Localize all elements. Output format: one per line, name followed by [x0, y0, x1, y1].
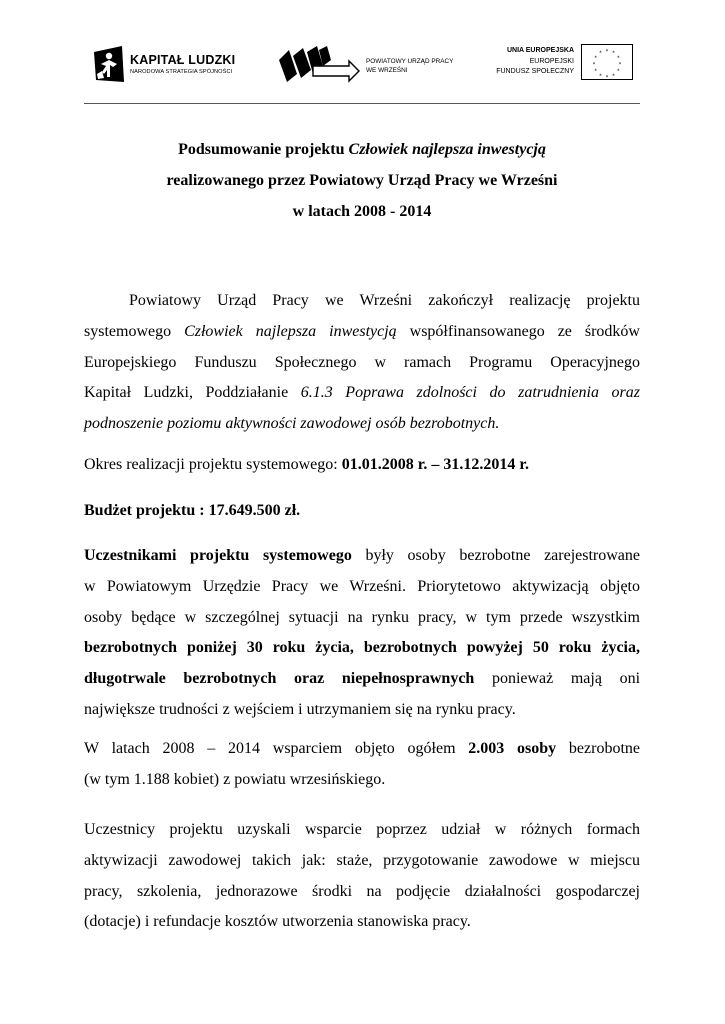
- svg-text:*: *: [617, 68, 620, 75]
- support-count: 2.003 osoby: [468, 740, 557, 757]
- title-project-name: Człowiek najlepsza inwestycją: [348, 141, 546, 158]
- support-line1: [84, 734, 640, 765]
- support-line1-c: bezrobotne: [556, 740, 640, 757]
- budget-text: Budżet projektu : 17.649.500 zł.: [84, 502, 301, 519]
- intro-line5: [84, 409, 640, 440]
- svg-text:*: *: [605, 49, 609, 55]
- svg-text:*: *: [612, 50, 615, 57]
- header-divider: [84, 103, 640, 104]
- participants-line5: [84, 664, 640, 695]
- participants-line6: największe trudności z wejściem i utrzymaniem się na rynku pracy.: [84, 700, 516, 718]
- paragraph-forms: [84, 815, 640, 938]
- pup-name-line1: POWIATOWY URZĄD PRACY: [366, 58, 454, 65]
- intro-line1: Powiatowy Urząd Pracy we Wrześni zakończył realizację projektu: [129, 292, 640, 309]
- period-line: [84, 450, 640, 481]
- intro-line2: [84, 317, 640, 348]
- svg-text:*: *: [618, 62, 622, 68]
- participants-groups-cont: długotrwale bezrobotnych oraz niepełnosprawnych: [84, 670, 475, 688]
- support-line2: (w tym 1.188 kobiet) z powiatu wrzesińskiego.: [84, 770, 386, 788]
- intro-measure: 6.1.3 Poprawa zdolności do zatrudnienia oraz: [300, 384, 640, 402]
- eu-logo: [496, 44, 636, 90]
- forms-line3: pracy, szkolenia, jednorazowe środki na podjęcie działalności gospodarczej: [84, 882, 640, 900]
- svg-text:*: *: [617, 55, 620, 62]
- paragraph-participants: [84, 541, 640, 726]
- eu-flag-icon: [581, 44, 633, 80]
- intro-line3: Europejskiego Funduszu Społecznego w ramach Programu Operacyjnego: [84, 353, 640, 371]
- period-value: 01.01.2008 r. – 31.12.2014 r.: [341, 456, 529, 473]
- kapital-ludzki-subtitle: NARODOWA STRATEGIA SPÓJNOŚCI: [130, 69, 233, 75]
- participants-line2: w Powiatowym Urzędzie Pracy we Wrześni. Priorytetowo aktywizacją objęto: [84, 577, 640, 595]
- forms-line2: aktywizacji zawodowej takich jak: staże, przygotowanie zawodowe w miejscu: [84, 851, 640, 869]
- budget-line: [84, 496, 640, 527]
- period-paragraph: [84, 450, 640, 481]
- pup-logo: [277, 44, 457, 84]
- svg-text:*: *: [592, 62, 596, 68]
- intro-line2-c: współfinansowanego ze środków: [396, 322, 640, 340]
- title-line2: realizowanego przez Powiatowy Urząd Pracy we Wrześni: [166, 172, 558, 189]
- intro-measure-cont: podnoszenie poziomu aktywności zawodowej osób bezrobotnych.: [84, 415, 500, 433]
- svg-text:*: *: [599, 73, 602, 80]
- svg-text:*: *: [605, 75, 609, 80]
- pup-emblem-icon: [277, 44, 361, 84]
- title-prefix: Podsumowanie projektu: [178, 141, 349, 158]
- svg-text:*: *: [594, 68, 597, 75]
- participants-line1-b: były osoby bezrobotne zarejestrowane: [351, 547, 640, 564]
- intro-project-name: Człowiek najlepsza inwestycją: [184, 322, 397, 340]
- eu-line3: FUNDUSZ SPOŁECZNY: [496, 68, 574, 75]
- intro-line4: [84, 378, 640, 409]
- support-line1-a: W latach 2008 – 2014 wsparciem objęto ogółem: [84, 740, 469, 757]
- title-line1: [84, 141, 640, 159]
- paragraph-intro: [84, 286, 640, 440]
- participants-line1: [84, 541, 640, 572]
- kapital-ludzki-logo: [92, 44, 242, 84]
- eu-line2: EUROPEJSKI: [529, 57, 574, 65]
- participants-line4: [84, 633, 640, 664]
- kapital-ludzki-title: KAPITAŁ LUDZKI: [130, 53, 236, 67]
- eu-text: [496, 46, 574, 78]
- pup-name-line2: WE WRZEŚNI: [366, 67, 408, 74]
- svg-text:*: *: [599, 50, 602, 57]
- participants-line5-b: ponieważ mają oni: [474, 670, 641, 688]
- svg-text:*: *: [594, 55, 597, 62]
- kapital-ludzki-emblem-icon: [92, 44, 126, 84]
- eu-line1: UNIA EUROPEJSKA: [506, 47, 574, 54]
- paragraph-support: [84, 734, 640, 796]
- intro-line2-a: systemowego: [84, 322, 185, 340]
- participants-heading: Uczestnikami projektu systemowego: [84, 547, 352, 564]
- participants-groups: bezrobotnych poniżej 30 roku życia, bezrobotnych powyżej 50 roku życia,: [84, 639, 640, 657]
- forms-line4: (dotacje) i refundacje kosztów utworzenia stanowiska pracy.: [84, 913, 471, 931]
- period-label: Okres realizacji projektu systemowego:: [84, 456, 342, 473]
- budget-paragraph: [84, 496, 640, 527]
- participants-line3: osoby będące w szczególnej sytuacji na rynku pracy, w tym przede wszystkim: [84, 608, 640, 626]
- intro-line4-a: Kapitał Ludzki, Poddziałanie: [84, 384, 301, 402]
- svg-text:*: *: [612, 73, 615, 80]
- title-line3: w latach 2008 - 2014: [292, 203, 432, 220]
- forms-line1: Uczestnicy projektu uzyskali wsparcie poprzez udział w różnych formach: [84, 821, 640, 838]
